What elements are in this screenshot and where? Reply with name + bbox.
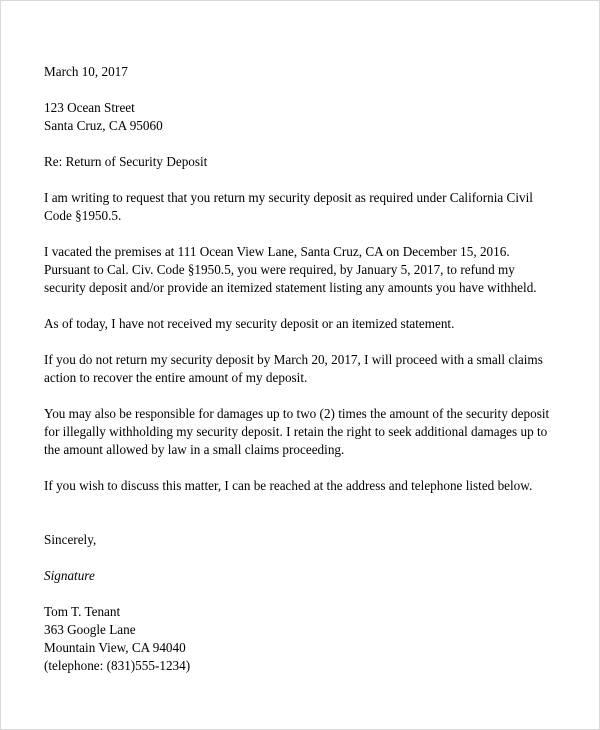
paragraph-line: I vacated the premises at 111 Ocean View Lane, Santa Cruz, CA on December 15, 2016. bbox=[44, 244, 510, 259]
paragraph-request bbox=[44, 189, 559, 225]
letter-subject bbox=[44, 153, 559, 171]
recipient-street: 123 Ocean Street bbox=[44, 100, 135, 115]
paragraph-line: Code §1950.5. bbox=[44, 208, 122, 223]
letter-closing bbox=[44, 531, 559, 549]
date-line: March 10, 2017 bbox=[44, 64, 128, 79]
paragraph-line: Pursuant to Cal. Civ. Code §1950.5, you were required, by January 5, 2017, to refund my bbox=[44, 262, 515, 277]
paragraph-line: security deposit and/or provide an itemized statement listing any amounts you have withheld. bbox=[44, 280, 537, 295]
paragraph-damages bbox=[44, 405, 559, 459]
sender-name: Tom T. Tenant bbox=[44, 604, 121, 619]
paragraph-line: for illegally withholding my security deposit. I retain the right to seek additional damages up to bbox=[44, 424, 548, 439]
closing-line: Sincerely, bbox=[44, 532, 97, 547]
signature-block bbox=[44, 567, 559, 585]
paragraph-line: action to recover the entire amount of my deposit. bbox=[44, 370, 308, 385]
paragraph-line: If you wish to discuss this matter, I can be reached at the address and telephone listed below. bbox=[44, 478, 533, 493]
paragraph-vacated bbox=[44, 243, 559, 297]
signature-line: Signature bbox=[44, 568, 95, 583]
paragraph-line: the amount allowed by law in a small claims proceeding. bbox=[44, 442, 345, 457]
subject-line: Re: Return of Security Deposit bbox=[44, 154, 208, 169]
recipient-address bbox=[44, 99, 559, 135]
sender-city: Mountain View, CA 94040 bbox=[44, 640, 186, 655]
paragraph-line: As of today, I have not received my security deposit or an itemized statement. bbox=[44, 316, 455, 331]
letter-date bbox=[44, 63, 559, 81]
sender-street: 363 Google Lane bbox=[44, 622, 136, 637]
recipient-city: Santa Cruz, CA 95060 bbox=[44, 118, 163, 133]
paragraph-small-claims bbox=[44, 351, 559, 387]
paragraph-line: You may also be responsible for damages up to two (2) times the amount of the security deposit bbox=[44, 406, 550, 421]
paragraph-contact bbox=[44, 477, 559, 495]
paragraph-not-received bbox=[44, 315, 559, 333]
sender-address bbox=[44, 603, 559, 675]
paragraph-line: I am writing to request that you return my security deposit as required under California Civil bbox=[44, 190, 533, 205]
sender-telephone: (telephone: (831)555-1234) bbox=[44, 658, 191, 673]
letter-body bbox=[44, 63, 559, 675]
paragraph-line: If you do not return my security deposit by March 20, 2017, I will proceed with a small claims bbox=[44, 352, 543, 367]
